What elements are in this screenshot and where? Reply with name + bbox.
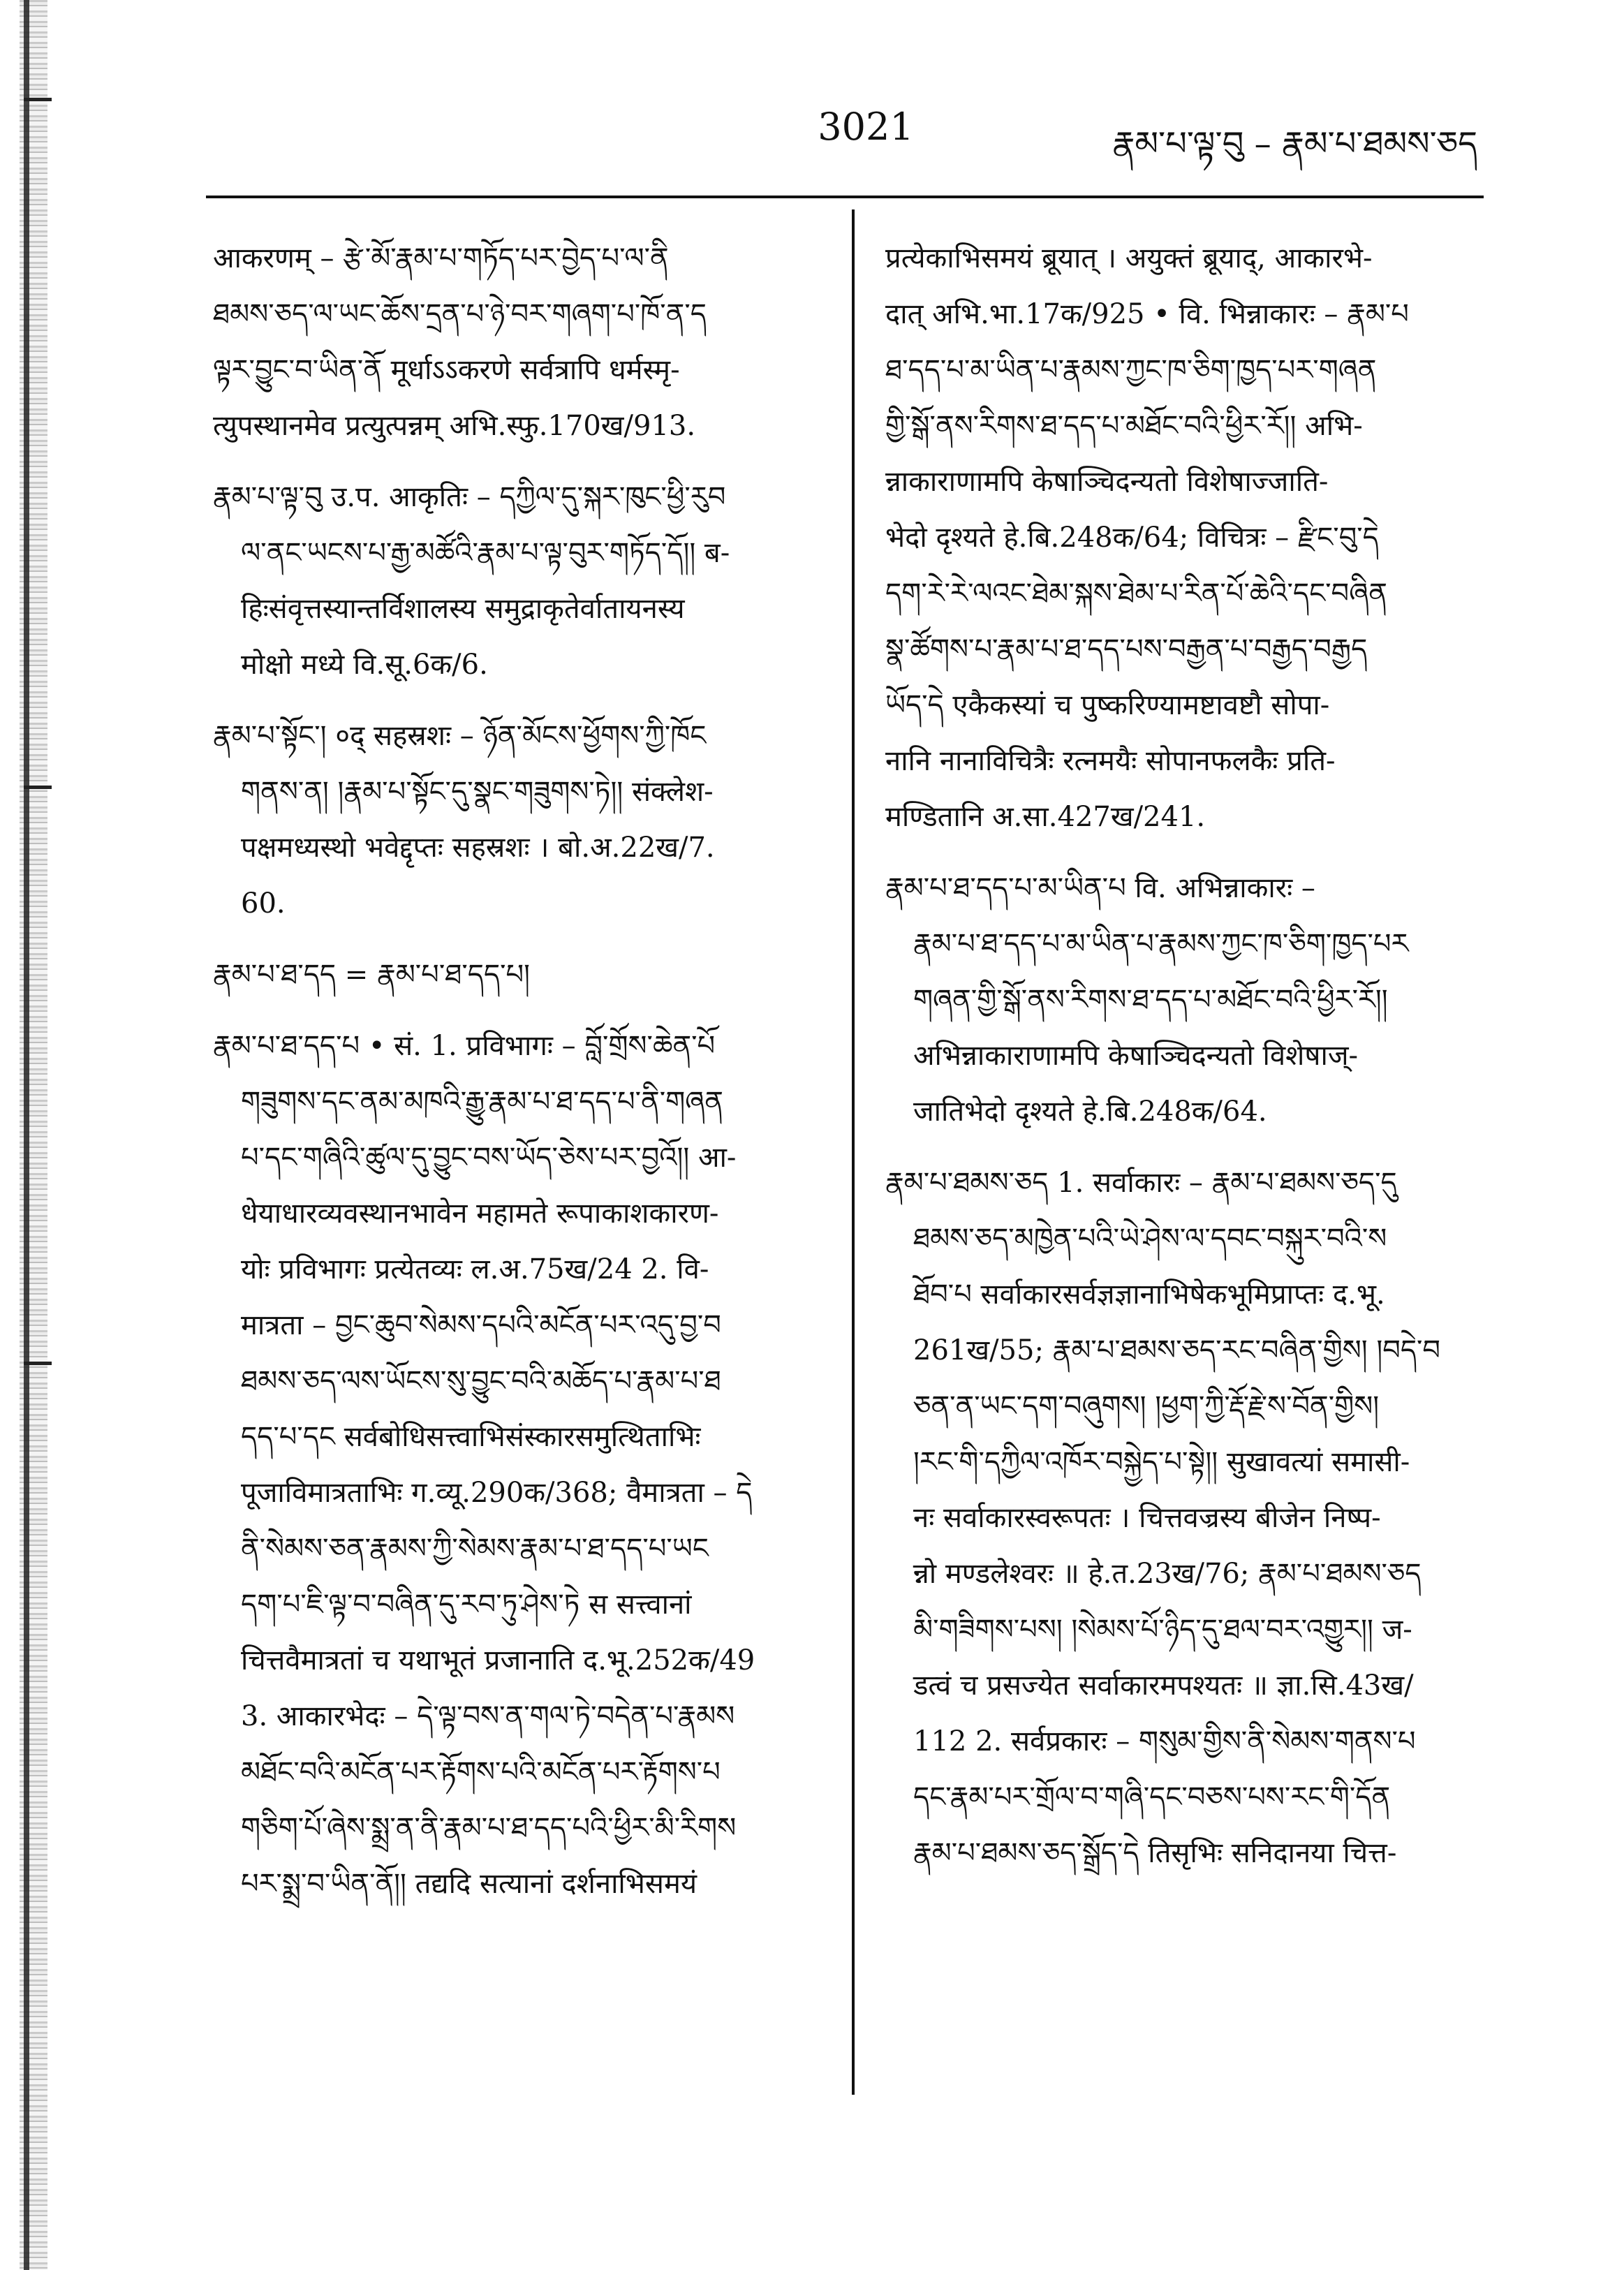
scan-edge-mark bbox=[24, 98, 52, 101]
entry-text-line: དང་རྣམ་པར་གྲོལ་བ་གཞི་དང་བཅས་པས་རང་གི་དོན bbox=[913, 1781, 1391, 1813]
entry-text-line: 261ख/55; རྣམ་པ་ཐམས་ཅད་རང་བཞིན་གྱིས། །བདེ་བ bbox=[913, 1334, 1441, 1366]
entry-text-line: त्युपस्थानमेव प्रत्युत्पन्नम् अभि.स्फु.170ख/913. bbox=[213, 410, 696, 442]
entry-text-line: གཞན་གྱི་སྒོ་ནས་རིགས་ཐ་དད་པ་མཐོང་བའི་ཕྱིར་རོ།། bbox=[913, 984, 1388, 1016]
entry-text-line: དད་པ་དང सर्वबोधिसत्त्वाभिसंस्कारसमुत्थिताभिः bbox=[241, 1421, 701, 1453]
entry-text-line: 3. आकारभेदः – དེ་ལྟ་བས་ན་གལ་ཏེ་བདེན་པ་རྣམས bbox=[241, 1700, 735, 1732]
entry-text-line: པར་སྨྲ་བ་ཡིན་ནོ།། तद्यदि सत्यानां दर्शनाभिसमयं bbox=[241, 1868, 697, 1900]
entry-text-line: दात् अभि.भा.17क/925 • वि. भिन्नाकारः – རྣམ་པ bbox=[885, 298, 1409, 330]
entry-headword-line: प्रत्येकाभिसमयं ब्रूयात् । अयुक्तं ब्रूयाद्, आकारभे- bbox=[885, 242, 1373, 274]
page-number: 3021 bbox=[818, 105, 914, 149]
entry-text-line: སྣ་ཚོགས་པ་རྣམ་པ་ཐ་དད་པས་བརྒྱན་པ་བརྒྱད་བརྒྱད bbox=[885, 633, 1368, 665]
entry-headword-line: རྣམ་པ་ཐ་དད་པ • सं. 1. प्रविभागः – བློ་གྲོས་ཆེན་པོ bbox=[213, 1030, 716, 1062]
entry-text-line: ཡོད་དེ एकैकस्यां च पुष्करिण्यामष्टावष्टौ सोपा- bbox=[885, 689, 1330, 721]
dictionary-entry bbox=[213, 469, 831, 693]
entry-text-line: पूजाविमात्रताभिः ग.व्यू.290क/368; वैमात्रता – དེ bbox=[241, 1477, 753, 1509]
entry-text-line: ཅན་ན་ཡང་དག་བཞུགས། །ཕྱག་ཀྱི་རྡོ་རྗེ་ས་བོན་གྱིས། bbox=[913, 1390, 1380, 1422]
entry-text-line: नानि नानाविचित्रैः रत्नमयैः सोपानफलकैः प्रति- bbox=[885, 745, 1336, 777]
dictionary-entry bbox=[213, 1018, 831, 1912]
entry-text-line: चित्तवैमात्रतां च यथाभूतं प्रजानाति द.भू.252क/49 bbox=[241, 1644, 755, 1676]
entry-headword-line: आकरणम् – རྩེ་མོ་རྣམ་པ་གཏོད་པར་བྱེད་པ་ལ་ནི bbox=[213, 242, 669, 274]
entry-text-line: གཅིག་པོ་ཞེས་སྨྲ་ན་ནི་རྣམ་པ་ཐ་དད་པའི་ཕྱིར་མི་རིགས bbox=[241, 1812, 737, 1844]
entry-text-line: གྱི་སྒོ་ནས་རིགས་ཐ་དད་པ་མཐོང་བའི་ཕྱིར་རོ།། अभि- bbox=[885, 410, 1363, 442]
entry-headword-line: རྣམ་པ་ལྟ་བུ उ.प. आकृतिः – དཀྱིལ་དུ་སྐར་ཁུང་ཕྱི་རུབ bbox=[213, 481, 726, 513]
entry-text-line: ཐ་དད་པ་མ་ཡིན་པ་རྣམས་ཀྱང་ཁ་ཅིག་ཁྱད་པར་གཞན bbox=[885, 354, 1377, 386]
entry-text-line: རྣམ་པ་ཐ་དད་པ་མ་ཡིན་པ་རྣམས་ཀྱང་ཁ་ཅིག་ཁྱད་པར bbox=[913, 928, 1409, 960]
entry-text-line: ཐོབ་པ सर्वाकारसर्वज्ञज्ञानाभिषेकभूमिप्राप्तः द.भू. bbox=[913, 1278, 1385, 1311]
scan-edge-mark bbox=[24, 786, 52, 789]
left-column bbox=[213, 230, 831, 1927]
entry-text-line: मोक्षो मध्ये वि.सू.6क/6. bbox=[241, 649, 488, 681]
entry-text-line: དག་པ་ཇི་ལྟ་བ་བཞིན་དུ་རབ་ཏུ་ཤེས་ཏེ स सत्त्वानां bbox=[241, 1589, 692, 1621]
entry-text-line: धेयाधारव्यवस्थानभावेन महामते रूपाकाशकारण- bbox=[241, 1197, 719, 1230]
header-rule bbox=[206, 196, 1484, 198]
entry-text-line: पक्षमध्यस्थो भवेद्दृप्तः सहस्रशः । बो.अ.22ख/7. bbox=[241, 832, 715, 864]
entry-text-line: ལ་ནང་ཡངས་པ་རྒྱ་མཚོའི་རྣམ་པ་ལྟ་བུར་གཏོད་དོ།། ब- bbox=[241, 537, 730, 569]
dictionary-entry bbox=[213, 230, 831, 454]
entry-text-line: གཟུགས་དང་ནམ་མཁའི་རྒྱུ་རྣམ་པ་ཐ་དད་པ་ནི་གཞན bbox=[241, 1086, 723, 1118]
dictionary-entry bbox=[213, 947, 831, 1003]
column-divider bbox=[852, 209, 855, 2095]
entry-headword-line: རྣམ་པ་ཐམས་ཅད 1. सर्वाकारः – རྣམ་པ་ཐམས་ཅད་དུ bbox=[885, 1167, 1397, 1199]
entry-text-line: हिःसंवृत्तस्यान्तर्विशालस्य समुद्राकृतेर्वातायनस्य bbox=[241, 593, 685, 625]
entry-text-line: ཐམས་ཅད་ལས་ཡོངས་སུ་བྱུང་བའི་མཆོད་པ་རྣམ་པ་ཐ bbox=[241, 1365, 721, 1397]
entry-text-line: ཐམས་ཅད་ལ་ཡང་ཆོས་དྲན་པ་ཉེ་བར་གཞག་པ་ཁོ་ན་ད bbox=[213, 298, 707, 330]
entry-text-line: भेदो दृश्यते हे.बि.248क/64; विचित्रः – རྫིང་བུ་དེ bbox=[885, 522, 1379, 554]
entry-text-line: मण्डितानि अ.सा.427ख/241. bbox=[885, 801, 1206, 833]
entry-text-line: པ་དང་གཞིའི་ཚུལ་དུ་བྱུང་བས་ཡོད་ཅེས་པར་བྱའོ།། आ- bbox=[241, 1142, 737, 1174]
entry-text-line: །རང་གི་དཀྱིལ་འཁོར་བསྐྱེད་པ་སྟེ།། सुखावत्यां समासी- bbox=[913, 1446, 1410, 1478]
entry-text-line: मात्रता – བྱང་ཆུབ་སེམས་དཔའི་མངོན་པར་འདུ་བྱ་བ bbox=[241, 1309, 721, 1341]
entry-text-line: अभिन्नाकाराणामपि केषाञ्चिदन्यतो विशेषाज्- bbox=[913, 1040, 1359, 1072]
scan-edge-mark bbox=[24, 1362, 52, 1365]
entry-text-line: ལྟར་བྱུང་བ་ཡིན་ནོ मूर्धाऽऽकरणे सर्वत्रापि धर्मस्मृ- bbox=[213, 354, 680, 386]
entry-text-line: གནས་ན། །རྣམ་པ་སྟོང་དུ་སྣང་གཟུགས་ཏེ།། संक्लेश- bbox=[241, 776, 714, 808]
entry-headword-line: རྣམ་པ་ཐ་དད་པ་མ་ཡིན་པ वि. अभिन्नाकारः – bbox=[885, 872, 1315, 904]
dictionary-entry bbox=[885, 1155, 1500, 1881]
entry-headword-line: རྣམ་པ་སྟོང་། ०द् सहस्रशः – ཉོན་མོངས་ཕྱོགས་ཀྱི་ཁོང bbox=[213, 720, 707, 752]
entry-text-line: डत्वं च प्रसज्येत सर्वाकारमपश्यतः ॥ ज्ञा.सि.43ख/ bbox=[913, 1670, 1414, 1702]
entry-headword-line: རྣམ་པ་ཐ་དད = རྣམ་པ་ཐ་དད་པ། bbox=[213, 959, 531, 991]
scan-binding-line bbox=[24, 0, 29, 2270]
entry-text-line: जातिभेदो दृश्यते हे.बि.248क/64. bbox=[913, 1096, 1267, 1128]
entry-text-line: དག་རེ་རེ་ལའང་ཐེམ་སྐས་ཐེམ་པ་རིན་པོ་ཆེའི་དང་བཞིན bbox=[885, 577, 1387, 610]
entry-text-line: 60. bbox=[241, 887, 286, 920]
running-head: རྣམ་པ་ལྟ་བུ – རྣམ་པ་ཐམས་ཅད bbox=[1112, 124, 1477, 163]
dictionary-entry bbox=[885, 230, 1500, 845]
entry-text-line: མི་གཟིགས་པས། །སེམས་པོ་ཉིད་དུ་ཐལ་བར་འགྱུར།། ज- bbox=[913, 1614, 1412, 1646]
entry-text-line: न्नो मण्डलेश्वरः ॥ हे.त.23ख/76; རྣམ་པ་ཐམས་ཅད bbox=[913, 1558, 1422, 1590]
right-column bbox=[885, 230, 1500, 1896]
entry-text-line: योः प्रविभागः प्रत्येतव्यः ल.अ.75ख/24 2. वि- bbox=[241, 1253, 709, 1285]
dictionary-entry bbox=[885, 860, 1500, 1140]
entry-text-line: མཐོང་བའི་མངོན་པར་རྟོགས་པའི་མངོན་པར་རྟོགས་པ bbox=[241, 1756, 721, 1788]
entry-text-line: རྣམ་པ་ཐམས་ཅད་སྒྲོད་དེ तिसृभिः सनिदानया चित्त- bbox=[913, 1837, 1397, 1869]
entry-text-line: 112 2. सर्वप्रकारः – གསུམ་གྱིས་ནི་སེམས་གནས་པ bbox=[913, 1725, 1416, 1757]
entry-text-line: ནི་སེམས་ཅན་རྣམས་ཀྱི་སེམས་རྣམ་པ་ཐ་དད་པ་ཡང bbox=[241, 1533, 709, 1565]
entry-text-line: ཐམས་ཅད་མཁྱེན་པའི་ཡེ་ཤེས་ལ་དབང་བསྐུར་བའི་ས bbox=[913, 1223, 1387, 1255]
dictionary-entry bbox=[213, 708, 831, 931]
entry-text-line: न्नाकाराणामपि केषाञ्चिदन्यतो विशेषाज्जाति- bbox=[885, 466, 1329, 498]
entry-text-line: नः सर्वाकारस्वरूपतः । चित्तवज्रस्य बीजेन निष्प- bbox=[913, 1502, 1381, 1534]
